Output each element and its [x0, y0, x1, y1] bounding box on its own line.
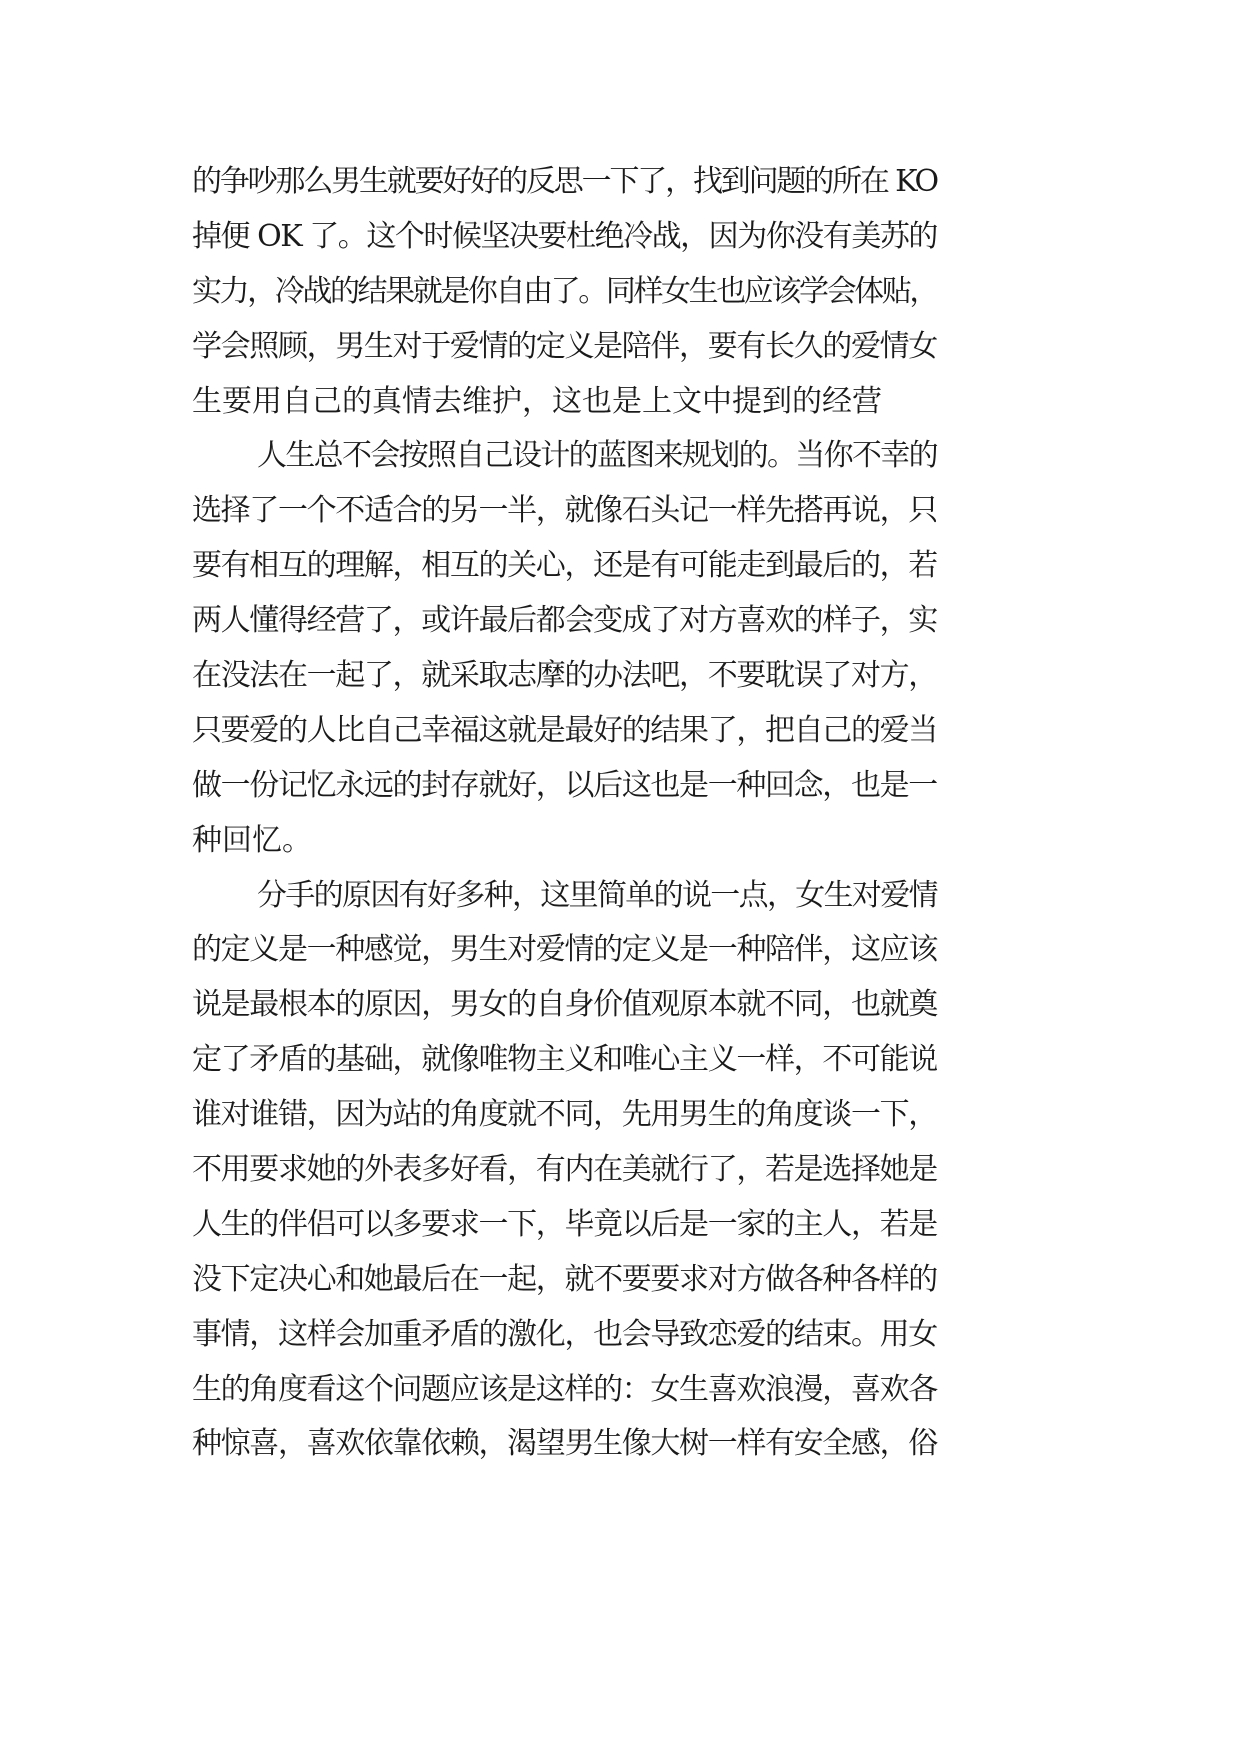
text-line: 的争吵那么男生就要好好的反思一下了，找到问题的所在 KO [192, 164, 937, 199]
text-line: 只要爱的人比自己幸福这就是最好的结果了，把自己的爱当 [192, 712, 937, 748]
text-line: 种惊喜，喜欢依靠依赖，渴望男生像大树一样有安全感，俗 [192, 1426, 937, 1462]
text-line: 生的角度看这个问题应该是这样的：女生喜欢浪漫，喜欢各 [192, 1371, 937, 1407]
text-line: 事情，这样会加重矛盾的激化，也会导致恋爱的结束。用女 [192, 1316, 937, 1352]
text-line: 没下定决心和她最后在一起，就不要要求对方做各种各样的 [192, 1261, 937, 1297]
text-line: 的定义是一种感觉，男生对爱情的定义是一种陪伴，这应该 [192, 932, 937, 968]
text-line: 分手的原因有好多种，这里简单的说一点，女生对爱情 [257, 877, 937, 913]
text-line: 实力，冷战的结果就是你自由了。同样女生也应该学会体贴， [192, 273, 937, 309]
text-line: 说是最根本的原因，男女的自身价值观原本就不同，也就奠 [192, 987, 937, 1023]
text-line: 生要用自己的真情去维护，这也是上文中提到的经营 [192, 383, 882, 419]
text-line: 人生的伴侣可以多要求一下，毕竟以后是一家的主人，若是 [192, 1206, 937, 1242]
text-line: 种回忆。 [192, 822, 312, 858]
document-body [192, 161, 1072, 1478]
text-line: 人生总不会按照自己设计的蓝图来规划的。当你不幸的 [257, 438, 937, 474]
text-line: 选择了一个不适合的另一半，就像石头记一样先搭再说，只 [192, 493, 937, 529]
text-line: 定了矛盾的基础，就像唯物主义和唯心主义一样，不可能说 [192, 1042, 937, 1078]
text-line: 谁对谁错，因为站的角度就不同，先用男生的角度谈一下， [192, 1097, 937, 1133]
text-line: 掉便 OK 了。这个时候坚决要杜绝冷战，因为你没有美苏的 [192, 218, 937, 254]
text-line: 在没法在一起了，就采取志摩的办法吧，不要耽误了对方， [192, 658, 937, 694]
text-line: 要有相互的理解，相互的关心，还是有可能走到最后的，若 [192, 548, 937, 584]
text-line: 两人懂得经营了，或许最后都会变成了对方喜欢的样子，实 [192, 603, 937, 639]
text-line: 做一份记忆永远的封存就好，以后这也是一种回念，也是一 [192, 767, 937, 803]
text-line: 学会照顾，男生对于爱情的定义是陪伴，要有长久的爱情女 [192, 328, 937, 364]
text-line: 不用要求她的外表多好看，有内在美就行了，若是选择她是 [192, 1152, 937, 1188]
